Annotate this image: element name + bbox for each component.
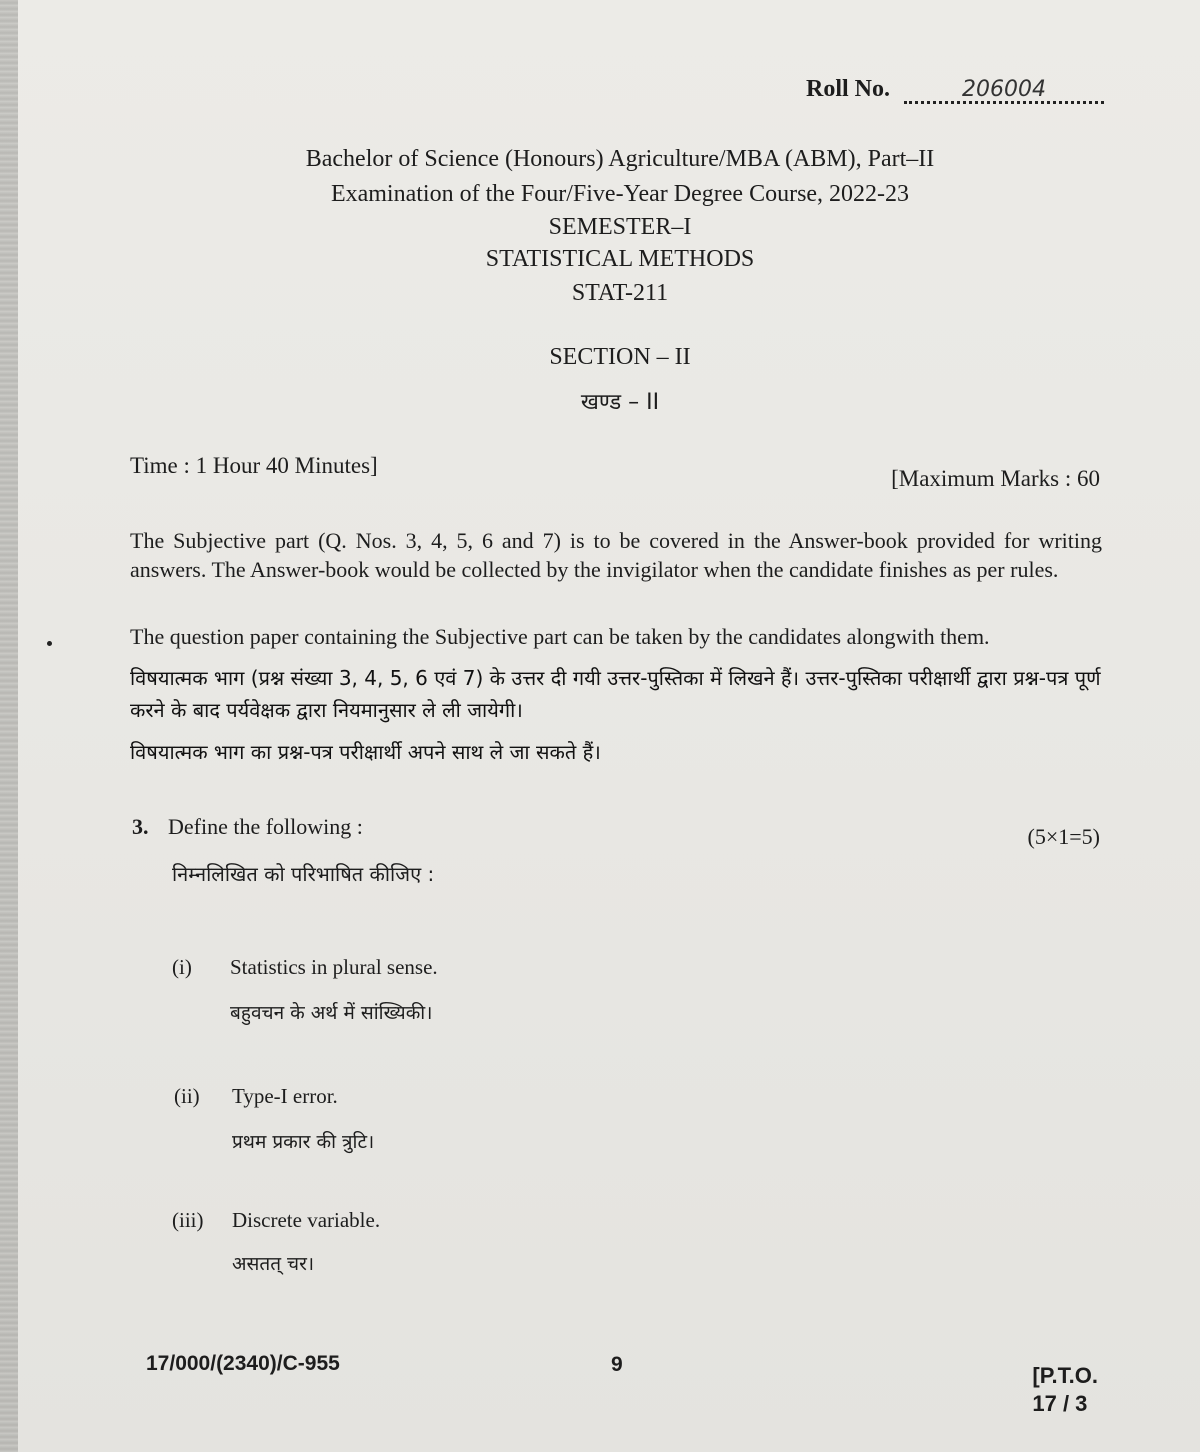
sheet-number: 17 / 3 [1032, 1391, 1088, 1416]
item-label: (iii) [172, 1208, 204, 1232]
subject-title: STATISTICAL METHODS [485, 246, 755, 272]
roll-number [806, 76, 1104, 104]
instruction-hi-2: विषयात्मक भाग का प्रश्न-पत्र परीक्षार्थी अपने साथ ले जा सकते हैं। [130, 740, 601, 764]
roll-label: Roll No. [806, 76, 890, 102]
maximum-marks: [Maximum Marks : 60 [891, 466, 1100, 491]
please-turn-over [1032, 1362, 1098, 1418]
item-text-hi: बहुवचन के अर्थ में सांख्यिकी। [230, 1002, 433, 1024]
item-text-hi: प्रथम प्रकार की त्रुटि। [232, 1131, 375, 1153]
time-allowed: Time : 1 Hour 40 Minutes] [130, 453, 378, 478]
page-number: 9 [611, 1353, 623, 1376]
stray-dot-mark [47, 641, 52, 646]
question-3 [132, 814, 363, 840]
item-text-en: Discrete variable. [232, 1208, 381, 1232]
paper-code: 17/000/(2340)/C-955 [146, 1352, 340, 1375]
subject-code: STAT-211 [571, 280, 669, 306]
section-title-hi: खण्ड – II [580, 390, 660, 415]
exam-title: Examination of the Four/Five-Year Degree Course, 2022-23 [330, 181, 910, 207]
question-number: 3. [132, 814, 149, 839]
item-label: (i) [172, 955, 192, 979]
instruction-en-1: The Subjective part (Q. Nos. 3, 4, 5, 6 and 7) is to be covered in the Answer-book provided for writing answers. The Answer-book would be collected by the invigilator when the candidate finishes as per rules. [130, 528, 1102, 582]
item-label: (ii) [174, 1084, 200, 1108]
degree-title: Bachelor of Science (Honours) Agriculture/MBA (ABM), Part–II [305, 146, 935, 172]
instruction-hi-1: विषयात्मक भाग (प्रश्न संख्या 3, 4, 5, 6 एवं 7) के उत्तर दी गयी उत्तर-पुस्तिका में लिखने हैं। उत्तर-पुस्तिका परीक्षार्थी द्वारा प्रश्न-पत्र पूर्ण करने के बाद पर्यवेक्षक द्वारा नियमानुसार ले ली जायेगी। [130, 666, 1101, 722]
item-text-hi: असतत् चर। [232, 1253, 315, 1275]
semester-title: SEMESTER–I [548, 214, 692, 240]
item-text-en: Type-I error. [232, 1084, 338, 1108]
pto-text: [P.T.O. [1032, 1363, 1098, 1388]
question-3-marks: (5×1=5) [1027, 824, 1100, 849]
roll-value-handwritten: 206004 [904, 79, 1104, 104]
instruction-en-2: The question paper containing the Subjective part can be taken by the candidates alongwith them. [130, 624, 990, 649]
section-title-en: SECTION – II [549, 344, 691, 370]
question-3-text-hi: निम्नलिखित को परिभाषित कीजिए : [172, 862, 435, 886]
item-text-en: Statistics in plural sense. [230, 955, 438, 979]
question-text: Define the following : [168, 814, 363, 839]
